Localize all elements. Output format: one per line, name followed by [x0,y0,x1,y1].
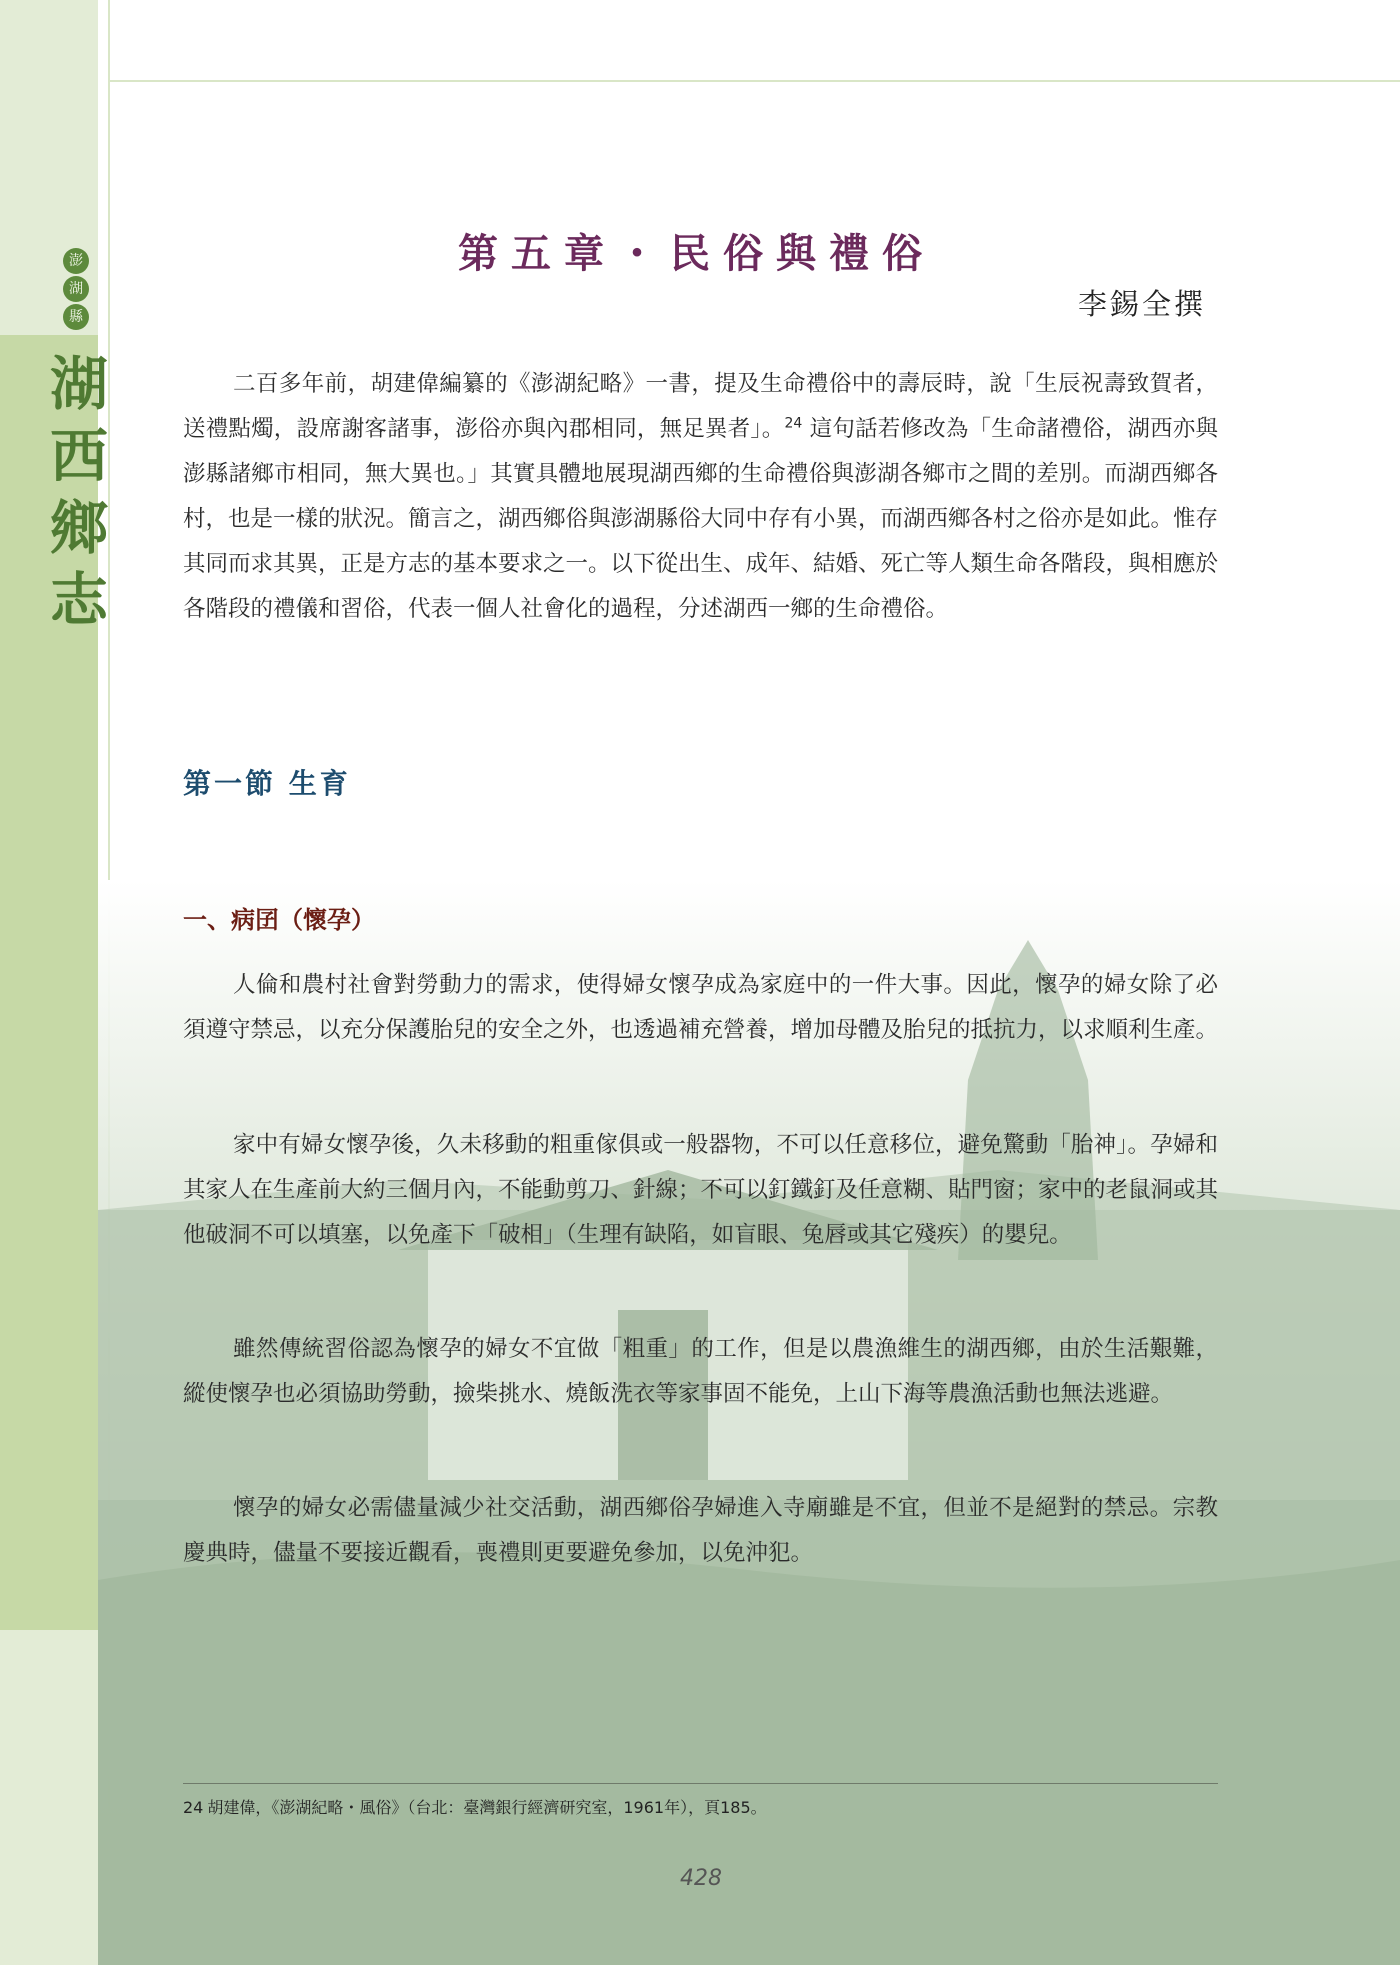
footnote [183,1795,767,1818]
author-byline: 李錫全撰 [1078,287,1207,321]
book-title-char: 志 [49,566,108,634]
page-number: 428 [680,1866,722,1891]
body-paragraph: 懷孕的婦女必需儘量減少社交活動，湖西鄉俗孕婦進入寺廟雖是不宜，但並不是絕對的禁忌。宗教慶典時，儘量不要接近觀看，喪禮則更要避免參加，以免沖犯。 [183,1495,1218,1566]
intro-text: 二百多年前，胡建偉編纂的《澎湖紀略》一書，提及生命禮俗中的壽辰時，說「生辰祝壽致賀者，送禮點燭，設席謝客諸事，澎俗亦與內郡相同，無足異者」。 [183,371,1218,442]
chapter-title: 第五章・民俗與禮俗 [458,230,935,277]
subsection-title: 一、病囝（懷孕） [183,905,375,934]
section-title: 第一節 生育 [183,767,351,800]
intro-paragraph [183,362,1218,632]
series-seal-char: 縣 [63,304,89,330]
book-title-char: 鄉 [49,494,108,562]
header-divider [110,80,1400,82]
book-title-char: 湖 [49,350,108,418]
book-title-vertical [44,348,114,636]
book-title-char: 西 [49,422,108,490]
intro-text-continued: 這句話若修改為「生命諸禮俗，湖西亦與澎縣諸鄉市相同，無大異也。」其實具體地展現湖西鄉的生命禮俗與澎湖各鄉市之間的差別。而湖西鄉各村，也是一樣的狀況。簡言之，湖西鄉俗與澎湖縣俗大同中存有小異，而湖西鄉各村之俗亦是如此。惟存其同而求其異，正是方志的基本要求之一。以下從出生、成年、結婚、死亡等人類生命各階段，與相應於各階段的禮儀和習俗，代表一個人社會化的過程，分述湖西一鄉的生命禮俗。 [183,416,1219,622]
body-paragraph: 雖然傳統習俗認為懷孕的婦女不宜做「粗重」的工作，但是以農漁維生的湖西鄉，由於生活艱難，縱使懷孕也必須協助勞動，撿柴挑水、燒飯洗衣等家事固不能免，上山下海等農漁活動也無法逃避。 [183,1336,1218,1407]
series-seal-char: 澎 [63,248,89,274]
footnote-reference[interactable]: 24 [784,415,803,432]
series-seal-char: 湖 [63,276,89,302]
body-paragraph: 家中有婦女懷孕後，久未移動的粗重傢俱或一般器物，不可以任意移位，避免驚動「胎神」。孕婦和其家人在生產前大約三個月內，不能動剪刀、針線；不可以釘鐵釘及任意糊、貼門窗；家中的老鼠洞或其他破洞不可以填塞，以免產下「破相」（生理有缺陷，如盲眼、兔唇或其它殘疾）的嬰兒。 [183,1132,1219,1248]
series-seal [56,248,96,330]
body-paragraph: 人倫和農村社會對勞動力的需求，使得婦女懷孕成為家庭中的一件大事。因此，懷孕的婦女除了必須遵守禁忌，以充分保護胎兒的安全之外，也透過補充營養，增加母體及胎兒的抵抗力，以求順利生產。 [183,972,1219,1043]
footnote-number: 24 [183,1798,204,1817]
footnote-text: 胡建偉，《澎湖紀略・風俗》（台北：臺灣銀行經濟研究室，1961年），頁185。 [207,1798,767,1817]
footnote-divider [183,1783,1218,1784]
